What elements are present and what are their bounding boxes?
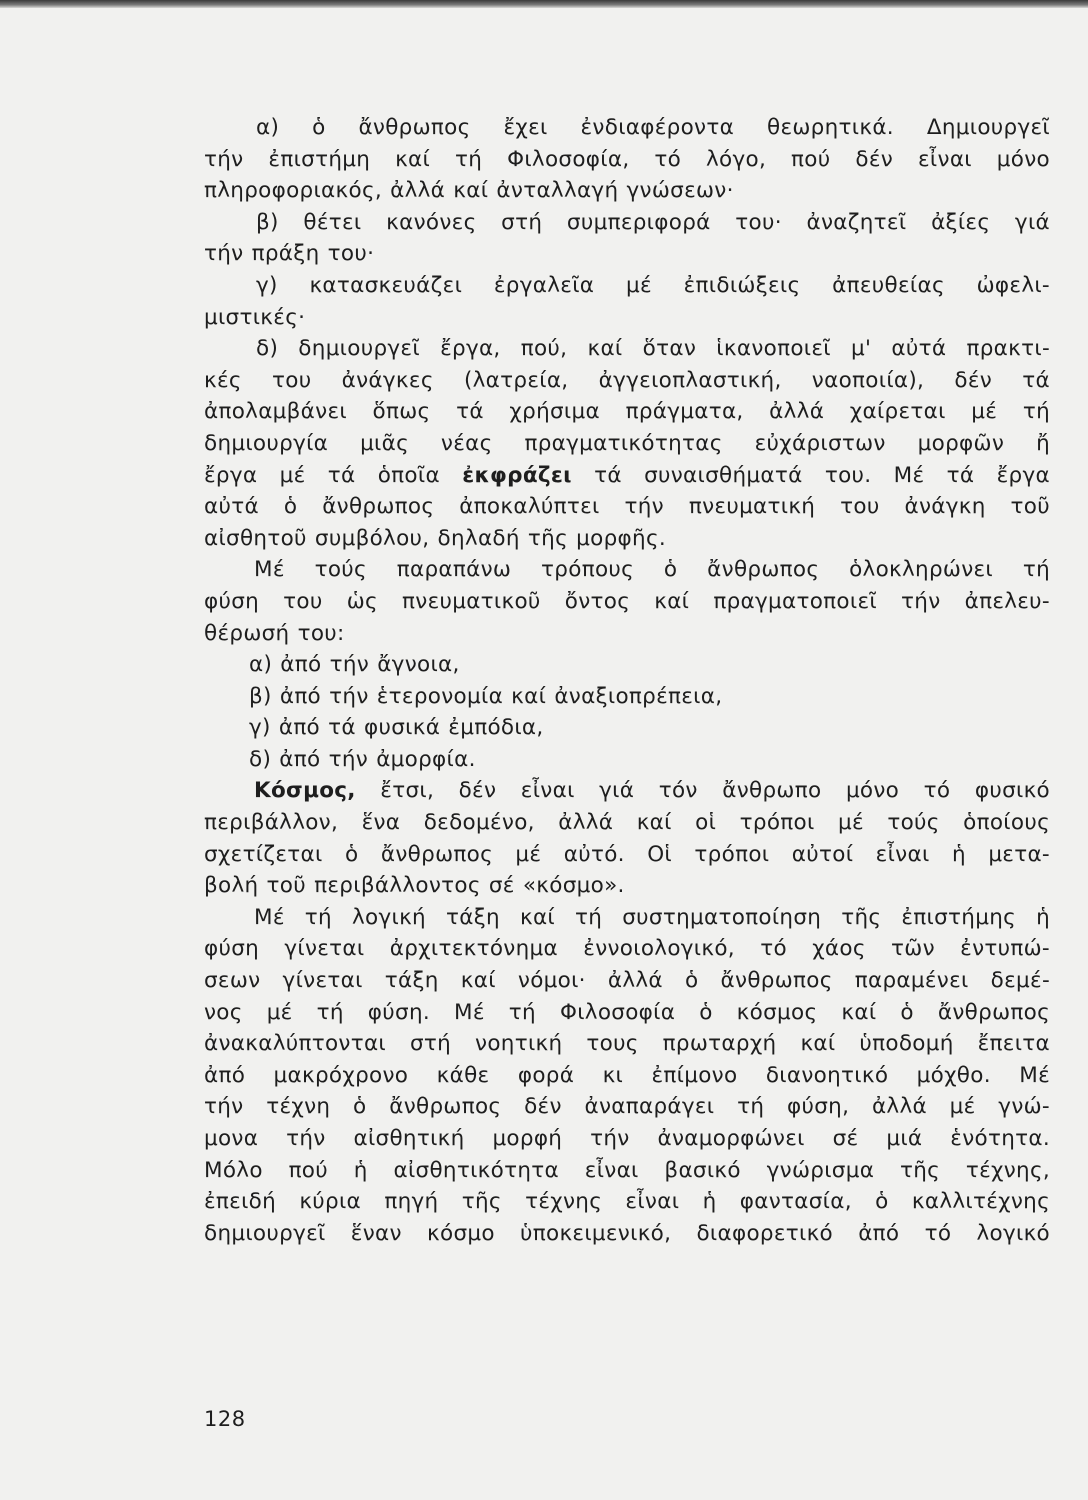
text-line: περιβάλλον, ἕνα δεδομένο, ἀλλά καί οἱ τρόποι μέ τούς ὁποίους: [204, 810, 1050, 836]
page-number: 128: [204, 1407, 246, 1431]
page-body-text: [204, 112, 1050, 1249]
text-line: Μέ τούς παραπάνω τρόπους ὁ ἄνθρωπος ὁλοκληρώνει τή: [254, 557, 1050, 583]
text-line: νος μέ τή φύση. Μέ τή Φιλοσοφία ὁ κόσμος καί ὁ ἄνθρωπος: [204, 999, 1050, 1025]
text-line: ἐπειδή κύρια πηγή τῆς τέχνης εἶναι ἡ φαντασία, ὁ καλλιτέχνης: [204, 1189, 1050, 1215]
text-line: δημιουργία μιᾶς νέας πραγματικότητας εὐχάριστων μορφῶν ἤ: [204, 430, 1050, 456]
text-line: μιστικές·: [204, 304, 306, 330]
text-line: β) θέτει κανόνες στή συμπεριφορά του· ἀναζητεῖ ἀξίες γιά: [256, 209, 1050, 235]
text-line: ἀνακαλύπτονται στή νοητική τους πρωταρχή καί ὑποδομή ἔπειτα: [204, 1031, 1050, 1057]
text-line: φύση του ὡς πνευματικοῦ ὄντος καί πραγματοποιεῖ τήν ἀπελευ-: [204, 588, 1050, 614]
text-line: ἀπολαμβάνει ὅπως τά χρήσιμα πράγματα, ἀλλά χαίρεται μέ τή: [204, 399, 1050, 425]
text-line: Κόσμος, ἔτσι, δέν εἶναι γιά τόν ἄνθρωπο μόνο τό φυσικό: [254, 778, 1050, 804]
text-line: σεων γίνεται τάξη καί νόμοι· ἀλλά ὁ ἄνθρωπος παραμένει δεμέ-: [204, 968, 1050, 994]
text-line: δ) δημιουργεῖ ἔργα, πού, καί ὅταν ἱκανοποιεῖ μ' αὐτά πρακτι-: [256, 336, 1050, 362]
text-line: Μέ τή λογική τάξη καί τή συστηματοποίηση τῆς ἐπιστήμης ἡ: [254, 904, 1050, 930]
text-line: αὐτά ὁ ἄνθρωπος ἀποκαλύπτει τήν πνευματική του ἀνάγκη τοῦ: [204, 494, 1050, 520]
text-line: γ) κατασκευάζει ἐργαλεῖα μέ ἐπιδιώξεις ἀπευθείας ὠφελι-: [256, 272, 1050, 298]
emphasized-word: Κόσμος,: [254, 778, 356, 804]
scan-top-edge: [0, 0, 1088, 8]
emphasized-word: ἐκφράζει: [462, 462, 572, 488]
text-line: β) ἀπό τήν ἑτερονομία καί ἀναξιοπρέπεια,: [249, 683, 723, 709]
text-line: α) ἀπό τήν ἄγνοια,: [249, 652, 460, 678]
text-line: κές του ἀνάγκες (λατρεία, ἀγγειοπλαστική, ναοποιία), δέν τά: [204, 367, 1050, 393]
text-line: τήν πράξη του·: [204, 241, 375, 267]
text-line: σχετίζεται ὁ ἄνθρωπος μέ αὐτό. Οἱ τρόποι αὐτοί εἶναι ἡ μετα-: [204, 841, 1050, 867]
text-line: δημιουργεῖ ἕναν κόσμο ὑποκειμενικό, διαφορετικό ἀπό τό λογικό: [204, 1220, 1050, 1246]
text-line: α) ὁ ἄνθρωπος ἔχει ἐνδιαφέροντα θεωρητικά. Δημιουργεῖ: [256, 115, 1050, 140]
text-line: δ) ἀπό τήν ἀμορφία.: [249, 746, 476, 772]
text-line: αἰσθητοῦ συμβόλου, δηλαδή τῆς μορφῆς.: [204, 525, 666, 551]
text-line: τήν ἐπιστήμη καί τή Φιλοσοφία, τό λόγο, πού δέν εἶναι μόνο: [204, 146, 1050, 172]
text-line: πληροφοριακός, ἀλλά καί ἀνταλλαγή γνώσεων·: [204, 178, 734, 204]
text-line: τήν τέχνη ὁ ἄνθρωπος δέν ἀναπαράγει τή φύση, ἀλλά μέ γνώ-: [204, 1094, 1050, 1120]
text-line: Μόλο πού ἡ αἰσθητικότητα εἶναι βασικό γνώρισμα τῆς τέχνης,: [204, 1157, 1050, 1183]
text-line: μονα τήν αἰσθητική μορφή τήν ἀναμορφώνει σέ μιά ἑνότητα.: [204, 1126, 1050, 1151]
text-line: ἔργα μέ τά ὁποῖα ἐκφράζει τά συναισθήματά του. Μέ τά ἔργα: [204, 462, 1050, 488]
text-line: θέρωσή του:: [204, 620, 345, 646]
text-line: βολή τοῦ περιβάλλοντος σέ «κόσμο».: [204, 873, 625, 899]
text-line: φύση γίνεται ἀρχιτεκτόνημα ἐννοιολογικό, τό χάος τῶν ἐντυπώ-: [204, 936, 1050, 962]
text-line: γ) ἀπό τά φυσικά ἐμπόδια,: [249, 715, 544, 741]
text-line: ἀπό μακρόχρονο κάθε φορά κι ἐπίμονο διανοητικό μόχθο. Μέ: [204, 1062, 1050, 1088]
